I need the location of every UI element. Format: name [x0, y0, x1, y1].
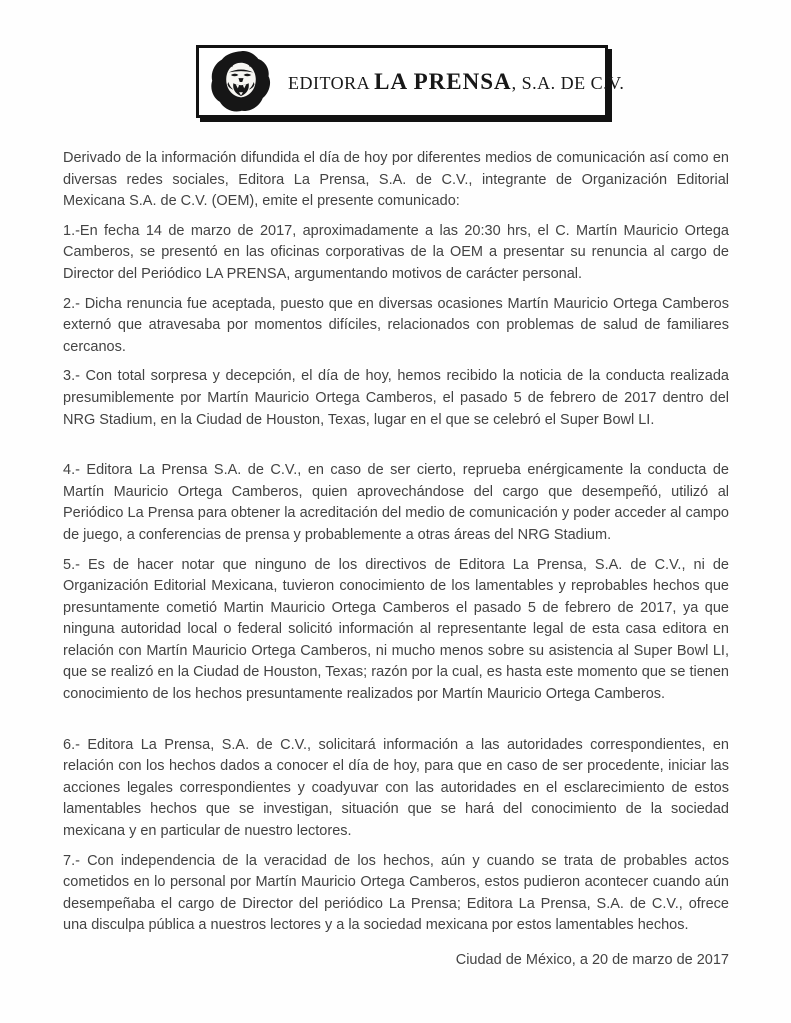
- paragraph-3: 3.- Con total sorpresa y decepción, el día de hoy, hemos recibido la noticia de la conducta realizada presumiblemente por Martín Mauricio Ortega Camberos, el pasado 5 de febrero de 2017 dentro del NRG Stadium, en la Ciudad de Houston, Texas, lugar en el que se celebró el Super Bowl LI.: [63, 368, 729, 428]
- company-name-suffix: , S.A. DE C.V.: [511, 72, 625, 93]
- paragraph-2: 2.- Dicha renuncia fue aceptada, puesto que en diversas ocasiones Martín Mauricio Ortega Camberos externó que atravesaba por momentos difíciles, relacionados con problemas de salud de familiares cercanos.: [63, 295, 729, 355]
- paragraph-4: 4.- Editora La Prensa S.A. de C.V., en caso de ser cierto, reprueba enérgicamente la conducta de Martín Mauricio Ortega Camberos, quien aprovechándose del cargo que desempeñó, utilizó al Periódico La Prensa para obtener la acreditación del medio de comunicación y poder acceder al campo de juego, a conferencias de prensa y probablemente a otras áreas del NRG Stadium.: [63, 462, 729, 543]
- paragraph-6: 6.- Editora La Prensa, S.A. de C.V., solicitará información a las autoridades correspondientes, en relación con los hechos dados a conocer el día de hoy, para que en caso de ser procedente, iniciar las acciones legales correspondientes y coadyuvar con las autoridades en el esclarecimiento de estos lamentables hechos que se investigan, situación que se hará del conocimiento de la sociedad mexicana y en particular de nuestro lectores.: [63, 736, 729, 840]
- company-name: [288, 69, 624, 95]
- document-body: [63, 148, 729, 968]
- paragraph-7: 7.- Con independencia de la veracidad de los hechos, aún y cuando se trata de probables actos cometidos en lo personal por Martín Mauricio Ortega Camberos, estos pudieron acontecer cuando aún desempeñaba el cargo de Director del periódico La Prensa; Editora La Prensa, S.A. de C.V., ofrece una disculpa pública a nuestros lectores y a la sociedad mexicana por estos lamentables hechos.: [63, 852, 729, 934]
- paragraph-1: 1.-En fecha 14 de marzo de 2017, aproximadamente a las 20:30 hrs, el C. Martín Mauricio Ortega Camberos, se presentó en las oficinas corporativas de la OEM a presentar su renuncia al cargo de Director del Periódico LA PRENSA, argumentando motivos de carácter personal.: [63, 222, 729, 282]
- lion-logo-icon: [208, 50, 274, 114]
- paragraph-5: 5.- Es de hacer notar que ninguno de los directivos de Editora La Prensa, S.A. de C.V., ni de Organización Editorial Mexicana, tuvieron conocimiento de los lamentables y reprobables hechos que presuntamente cometió Martin Mauricio Ortega Camberos el pasado 5 de febrero de 2017, ya que ninguna autoridad local o federal solicitó información al representante legal de esta casa editora en relación con Martín Mauricio Ortega Camberos, ni mucho menos sobre su asistencia al Super Bowl LI, que se realizó en la Ciudad de Houston, Texas; razón por la cual, es hasta este momento que se tienen conocimiento de los hechos presuntamente realizados por Martín Mauricio Ortega Camberos.: [63, 556, 729, 703]
- paragraph-intro: Derivado de la información difundida el día de hoy por diferentes medios de comunicación así como en diversas redes sociales, Editora La Prensa, S.A. de C.V., integrante de Organización Editorial Mexicana S.A. de C.V. (OEM), emite el presente comunicado:: [63, 150, 729, 210]
- company-name-prefix: EDITORA: [288, 72, 375, 93]
- company-name-main: LA PRENSA: [374, 68, 512, 94]
- date-line: Ciudad de México, a 20 de marzo de 2017: [455, 952, 729, 968]
- letterhead-box: [196, 45, 625, 118]
